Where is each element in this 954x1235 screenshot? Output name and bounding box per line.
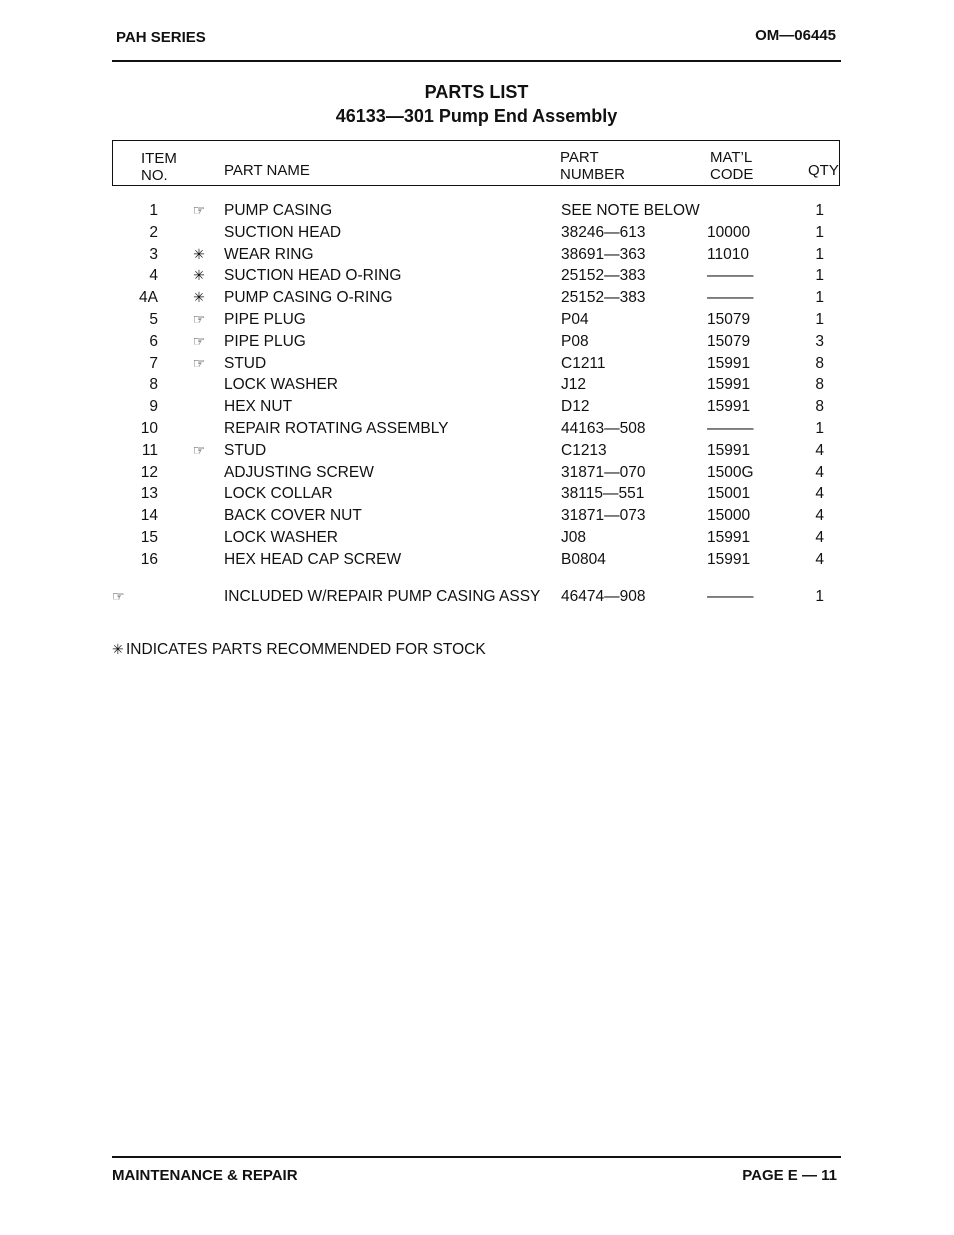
column-header [112,140,840,186]
item-number: 12 [140,463,158,481]
matl-code: 15991 [707,528,751,546]
item-number: 7 [149,354,158,372]
part-number: C1211 [561,354,606,372]
quantity: 1 [815,310,824,328]
stock-legend [112,639,486,660]
part-name: HEX HEAD CAP SCREW [224,550,402,568]
note-part-number: 46474—908 [561,588,646,605]
matl-code: 15001 [707,485,751,503]
document-number: OM—06445 [755,27,836,44]
assembly-subtitle: 46133—301 Pump End Assembly [335,106,618,126]
part-name: SUCTION HEAD O-RING [224,267,402,285]
table-row [112,549,841,571]
matl-code: 15991 [707,550,751,568]
pointing-hand-icon: ☞ [192,202,206,218]
item-number: 14 [140,507,158,525]
item-number: 5 [149,310,158,328]
item-number: 11 [141,441,158,459]
part-name: HEX NUT [224,398,293,416]
asterisk-icon: ✳ [193,289,205,306]
matl-code: 11010 [707,245,749,263]
item-number: 2 [149,223,158,241]
part-name: ADJUSTING SCREW [224,463,374,481]
quantity: 4 [815,485,824,503]
part-number: 25152—383 [561,289,646,307]
quantity: 8 [815,398,824,416]
part-name: STUD [224,441,267,459]
table-row [112,440,841,462]
note-matl-code: ——— [707,588,754,605]
pointing-hand-icon: ☞ [192,332,206,349]
item-number: 10 [140,419,158,437]
part-number: P04 [561,310,589,328]
asterisk-icon: ✳ [112,641,124,657]
note-row [112,586,841,608]
quantity: 1 [815,267,824,285]
quantity: 1 [815,289,824,307]
quantity: 1 [815,223,824,241]
item-number: 16 [140,550,158,568]
matl-code: 10000 [707,223,751,241]
quantity: 4 [815,463,824,481]
matl-code: 15991 [707,376,751,394]
parts-table [112,200,841,571]
table-row [112,200,841,222]
table-row [112,374,841,396]
item-number: 9 [149,398,158,416]
item-number: 3 [149,245,158,263]
part-number: SEE NOTE BELOW [561,202,700,219]
column-part-number: PART NUMBER [560,149,626,183]
table-row [112,483,841,505]
table-row [112,505,841,527]
asterisk-icon: ✳ [193,267,205,284]
item-number: 6 [149,332,158,350]
quantity: 8 [815,354,824,372]
part-number: 31871—070 [561,463,646,481]
part-name: BACK COVER NUT [224,507,362,525]
pointing-hand-icon: ☞ [192,354,206,371]
matl-code: 15079 [707,310,751,328]
page-number: PAGE E — 11 [742,1167,837,1184]
table-row [112,265,841,287]
table-row [112,462,841,484]
series-label: PAH SERIES [116,29,206,46]
item-number: 13 [140,485,158,503]
page-header [112,25,841,62]
matl-code: 15991 [707,441,751,459]
item-number: 1 [149,202,158,219]
quantity: 4 [815,441,824,459]
column-qty: QTY [808,162,839,179]
part-number: 44163—508 [561,419,646,437]
matl-code: 15991 [707,398,751,416]
part-number: 25152—383 [561,267,646,285]
quantity: 4 [815,550,824,568]
matl-code: ——— [707,419,754,437]
part-number: J12 [561,376,586,394]
part-name: WEAR RING [224,245,314,263]
table-row [112,309,841,331]
matl-code: 15991 [707,354,751,372]
legend-text: INDICATES PARTS RECOMMENDED FOR STOCK [126,641,486,658]
part-number: B0804 [561,550,606,568]
table-row [112,222,841,244]
column-part-name: PART NAME [224,162,310,179]
table-row [112,353,841,375]
item-number: 8 [149,376,158,394]
quantity: 1 [815,245,824,263]
title-block [112,80,841,128]
part-name: SUCTION HEAD [224,223,342,241]
part-number: P08 [561,332,589,350]
part-number: C1213 [561,441,607,459]
matl-code: ——— [707,289,754,307]
part-name: LOCK COLLAR [224,485,333,503]
quantity: 4 [815,507,824,525]
table-row [112,244,841,266]
note-part-name: INCLUDED W/REPAIR PUMP CASING ASSY [224,588,541,605]
table-row [112,418,841,440]
page-title: PARTS LIST [424,82,529,102]
quantity: 3 [815,332,824,350]
part-name: REPAIR ROTATING ASSEMBLY [224,419,449,437]
item-number: 4A [139,289,158,307]
part-name: PUMP CASING O-RING [224,289,393,307]
part-name: LOCK WASHER [224,376,338,394]
matl-code: ——— [707,267,754,285]
column-matl-code: MAT’L CODE [710,149,754,183]
part-name: PIPE PLUG [224,310,306,328]
part-name: STUD [224,354,267,372]
part-number: J08 [561,528,586,546]
matl-code: 1500G [707,463,754,481]
part-name: LOCK WASHER [224,528,338,546]
quantity: 1 [815,202,824,219]
quantity: 1 [815,419,824,437]
item-number: 4 [149,267,158,285]
part-number: 38691—363 [561,245,646,263]
section-label: MAINTENANCE & REPAIR [112,1167,298,1184]
matl-code: 15000 [707,507,751,525]
matl-code: 15079 [707,332,751,350]
part-number: 31871—073 [561,507,646,525]
quantity: 4 [815,528,824,546]
table-row [112,396,841,418]
part-name: PUMP CASING [224,202,333,219]
pointing-hand-icon: ☞ [192,310,206,327]
table-row [112,287,841,309]
table-row [112,527,841,549]
part-name: PIPE PLUG [224,332,306,350]
asterisk-icon: ✳ [193,245,205,262]
part-number: D12 [561,398,590,416]
part-number: 38246—613 [561,223,646,241]
note-qty: 1 [815,588,824,605]
column-item-no: ITEM NO. [141,150,177,184]
pointing-hand-icon: ☞ [112,588,125,604]
part-number: 38115—551 [561,485,645,503]
table-row [112,331,841,353]
quantity: 8 [815,376,824,394]
page-footer [112,1156,841,1188]
item-number: 15 [140,528,158,546]
pointing-hand-icon: ☞ [192,441,206,458]
